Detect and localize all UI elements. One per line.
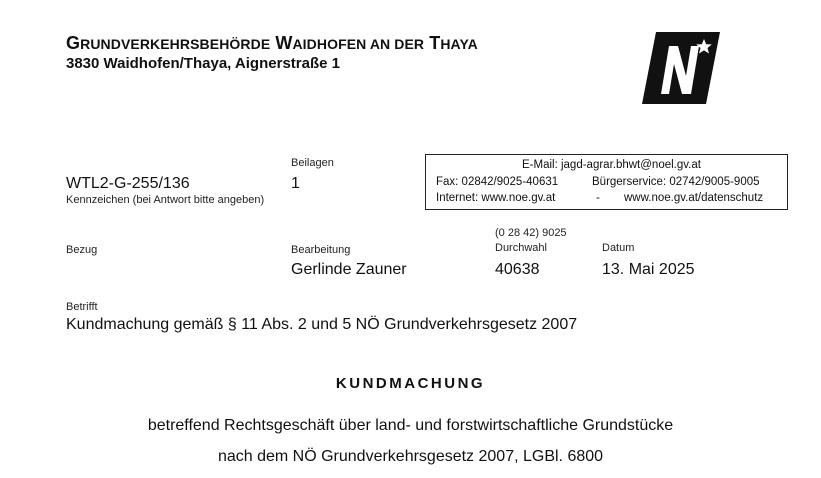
contact-internet: Internet: www.noe.gv.at bbox=[436, 192, 556, 204]
datum-value: 13. Mai 2025 bbox=[602, 261, 695, 278]
body-line-1: betreffend Rechtsgeschäft über land- und forstwirtschaftliche Grundstücke bbox=[147, 417, 674, 434]
datum-label: Datum bbox=[602, 242, 635, 254]
contact-email: E-Mail: jagd-agrar.bhwt@noel.gv.at bbox=[522, 159, 701, 171]
contact-separator: - bbox=[596, 192, 600, 204]
authority-part-1: GRUNDVERKEHRSBEHÖRDE bbox=[66, 33, 271, 53]
authority-part-2: WAIDHOFEN AN DER bbox=[275, 33, 425, 53]
bearbeitung-value: Gerlinde Zauner bbox=[291, 261, 407, 278]
contact-box bbox=[425, 154, 788, 210]
bezug-label: Bezug bbox=[66, 244, 98, 256]
noe-logo-icon bbox=[642, 32, 720, 104]
kennzeichen-value: WTL2-G-255/136 bbox=[66, 175, 190, 192]
contact-buergerservice: Bürgerservice: 02742/9005-9005 bbox=[592, 176, 760, 188]
contact-fax: Fax: 02842/9025-40631 bbox=[436, 176, 559, 188]
beilagen-value: 1 bbox=[291, 175, 300, 192]
betrifft-label: Betrifft bbox=[66, 301, 98, 313]
bearbeitung-label: Bearbeitung bbox=[291, 244, 351, 256]
beilagen-label: Beilagen bbox=[291, 157, 334, 169]
document-heading: KUNDMACHUNG bbox=[335, 375, 486, 392]
body-line-2: nach dem NÖ Grundverkehrsgesetz 2007, LGBl. 6800 bbox=[217, 448, 604, 465]
authority-address: 3830 Waidhofen/Thaya, Aignerstraße 1 bbox=[66, 55, 340, 72]
phone-prefix: (0 28 42) 9025 bbox=[495, 227, 567, 239]
durchwahl-value: 40638 bbox=[495, 261, 540, 278]
contact-datenschutz: www.noe.gv.at/datenschutz bbox=[624, 192, 764, 204]
authority-part-3: THAYA bbox=[429, 33, 478, 53]
kennzeichen-label: Kennzeichen (bei Antwort bitte angeben) bbox=[66, 194, 265, 206]
authority-name bbox=[66, 33, 478, 54]
betrifft-text: Kundmachung gemäß § 11 Abs. 2 und 5 NÖ Grundverkehrsgesetz 2007 bbox=[66, 316, 578, 333]
durchwahl-label: Durchwahl bbox=[495, 242, 547, 254]
